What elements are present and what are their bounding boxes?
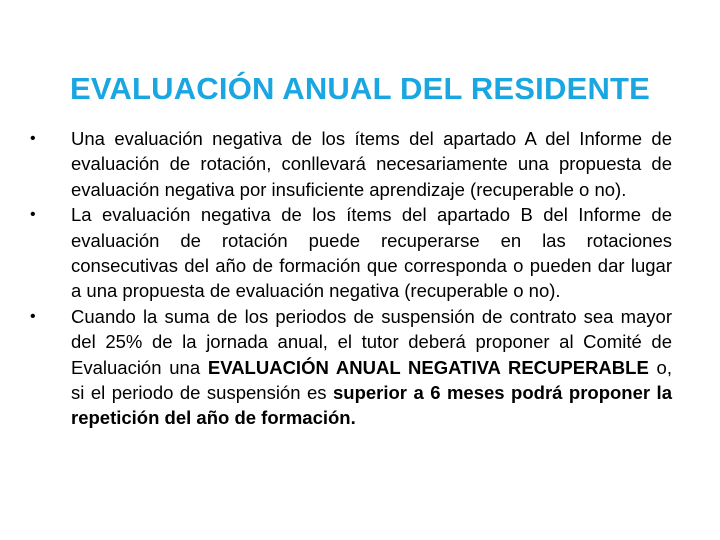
bullet-item-3 (30, 304, 672, 431)
bullet-list (30, 126, 672, 431)
bullet-item-2 (30, 202, 672, 304)
bullet-item-1 (30, 126, 672, 202)
bullet-text: o, si el periodo de suspensión es (71, 356, 672, 404)
bullet-text: Cuando la suma de los periodos de suspensión de contrato sea mayor del 25% de la jornada anual, el tutor deberá proponer al Comité de Evaluación una (71, 305, 672, 378)
bullet-text: Una evaluación negativa de los ítems del apartado A del Informe de evaluación de rotación, conllevará necesariamente una propuesta de evaluación negativa por insuficiente aprendizaje (recuperable o no). (71, 128, 672, 200)
bullet-text-bold: EVALUACIÓN ANUAL NEGATIVA RECUPERABLE (207, 356, 649, 378)
bullet-marker: • (30, 130, 36, 147)
bullet-text: La evaluación negativa de los ítems del apartado B del Informe de evaluación de rotación puede recuperarse en las rotaciones consecutivas del año de formación que corresponda o pueden dar lugar a una propuesta de evaluación negativa (recuperable o no). (71, 204, 672, 302)
bullet-marker: • (30, 307, 36, 325)
bullet-marker: • (30, 206, 36, 224)
slide-title: EVALUACIÓN ANUAL DEL RESIDENTE (69, 70, 651, 106)
bullet-text-bold: superior a 6 meses podrá proponer la repetición del año de formación. (71, 382, 672, 429)
